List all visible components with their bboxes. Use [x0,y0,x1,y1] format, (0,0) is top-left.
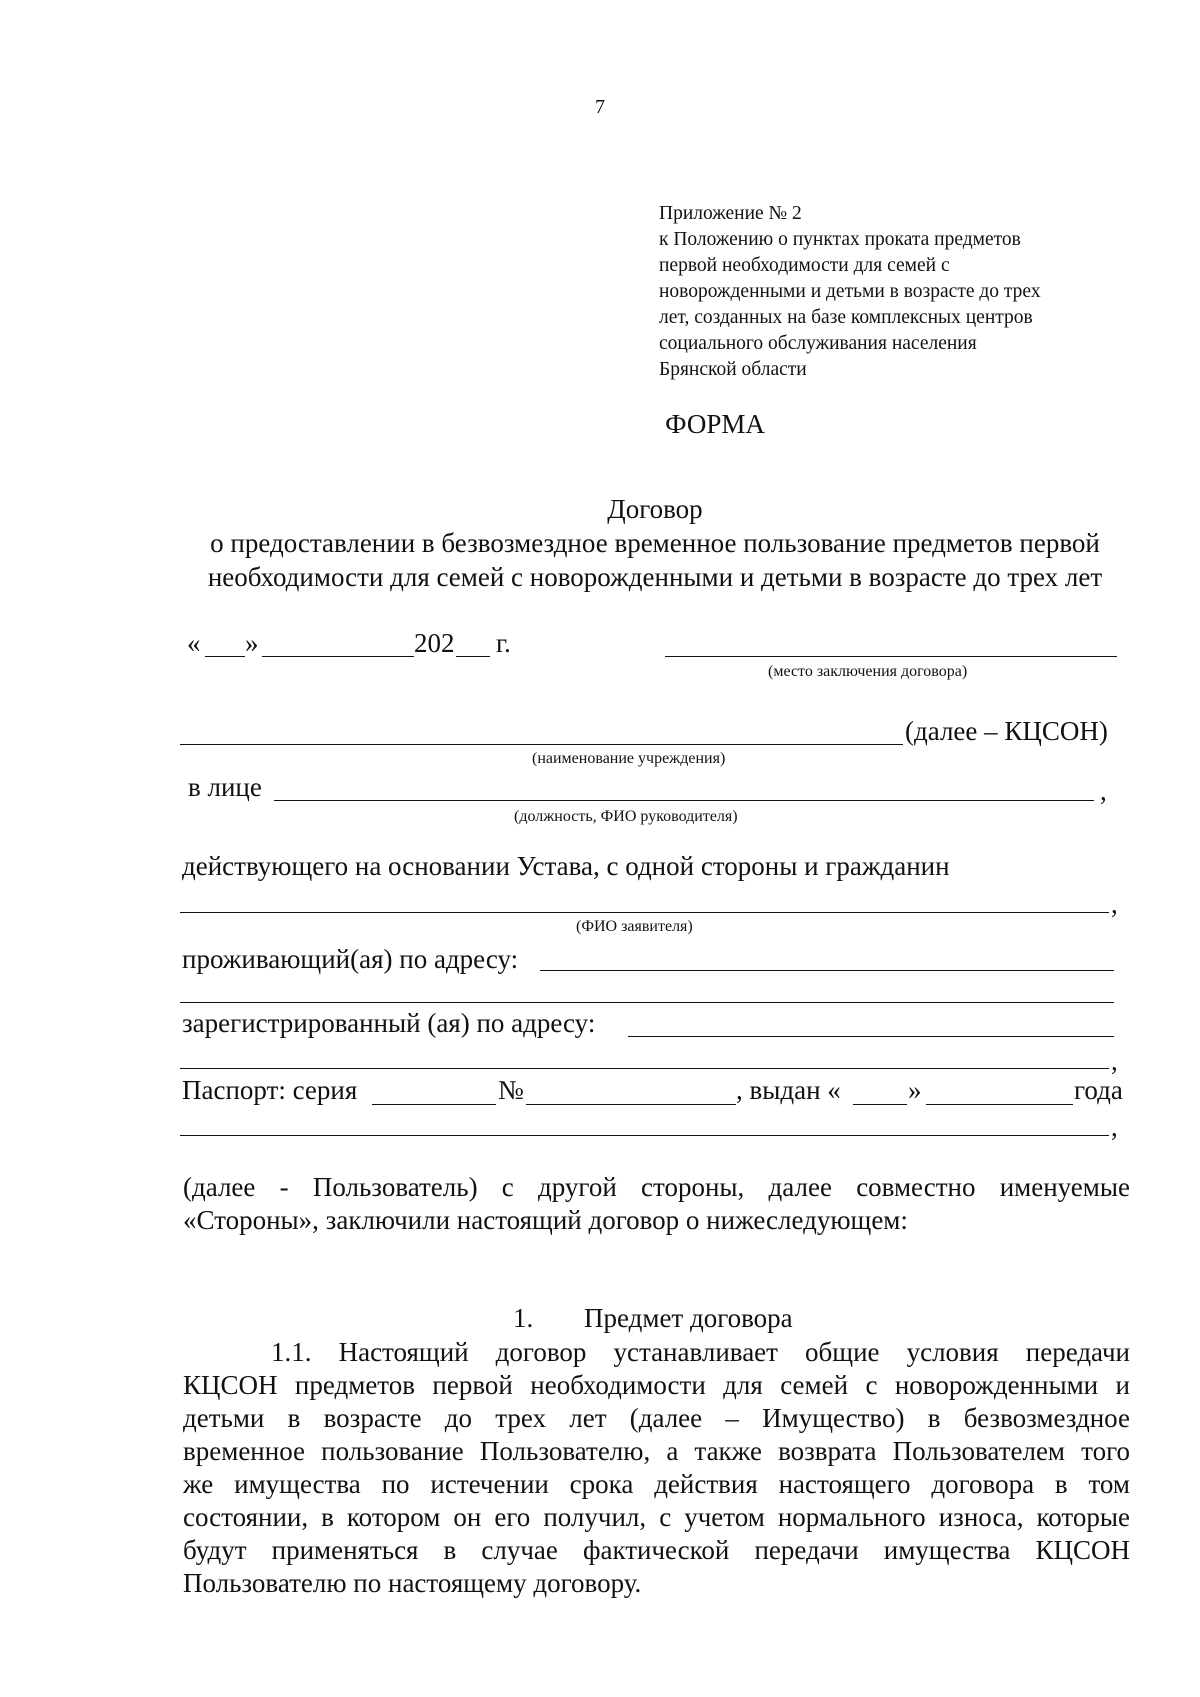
acting-line: действующего на основании Устава, с одной стороны и гражданин [182,851,950,881]
appendix-line: Приложение № 2 [659,203,802,224]
institution-caption: (наименование учреждения) [532,750,726,767]
applicant-comma: , [1111,889,1118,919]
form-label: ФОРМА [665,409,765,439]
date-close-quote: » [245,628,259,658]
passport-series-blank[interactable] [372,1104,496,1105]
registered-blank[interactable] [628,1036,1114,1037]
appendix-block [659,201,1041,383]
director-caption: (должность, ФИО руководителя) [514,808,738,825]
contract-heading: Договор [607,494,703,524]
passport-issuer-blank[interactable] [180,1135,1109,1136]
appendix-line: первой необходимости для семей с [659,255,950,276]
section-line: состоянии, в котором он его получил, с учетом нормального износа, которые [183,1502,1130,1532]
registered-label: зарегистрированный (ая) по адресу: [182,1008,596,1038]
represented-comma: , [1100,776,1107,806]
section-line: временное пользование Пользователю, а также возврата Пользователем того [183,1436,1130,1466]
passport-close-quote: » [908,1075,922,1105]
contract-subtitle-line: необходимости для семей с новорожденными и детьми в возрасте до трех лет [207,562,1103,592]
residing-blank-2[interactable] [180,1002,1114,1003]
date-open-quote: « [187,628,201,658]
place-blank[interactable] [665,656,1117,657]
year-prefix: 202 [414,628,455,658]
section-line: детьми в возрасте до трех лет (далее – Имущество) в безвозмездное [183,1403,1130,1433]
director-blank[interactable] [274,800,1094,801]
passport-number-blank[interactable] [526,1104,736,1105]
section-line: будут применяться в случае фактической передачи имущества КЦСОН [183,1535,1130,1565]
appendix-line: к Положению о пунктах проката предметов [659,229,1021,250]
registered-blank-2[interactable] [180,1068,1109,1069]
institution-suffix: (далее – КЦСОН) [905,716,1108,746]
section-line: же имущества по истечении срока действия настоящего договора в том [183,1469,1130,1499]
passport-year-word: года [1074,1075,1123,1105]
institution-blank[interactable] [180,744,903,745]
year-suffix: г. [496,628,511,658]
section-paragraph [183,1336,1130,1600]
residing-blank[interactable] [540,970,1114,971]
section-line: 1.1. Настоящий договор устанавливает общие условия передачи [271,1337,1130,1367]
applicant-blank[interactable] [180,912,1109,913]
represented-label: в лице [188,772,262,802]
registered-comma: , [1111,1046,1118,1076]
passport-month-blank[interactable] [926,1104,1073,1105]
passport-issued: , выдан « [736,1075,841,1105]
section-number: 1. [513,1303,534,1333]
passport-label: Паспорт: серия [182,1075,358,1105]
passport-day-blank[interactable] [853,1104,907,1105]
section-title: Предмет договора [584,1303,793,1333]
parties-line: (далее - Пользователь) с другой стороны, далее совместно именуемые [183,1172,1130,1202]
month-blank[interactable] [262,656,414,657]
passport-comma: , [1111,1112,1118,1142]
appendix-line: Брянской области [659,359,807,380]
year-blank[interactable] [456,656,490,657]
section-line: Пользователю по настоящему договору. [183,1568,642,1598]
passport-number-sign: № [498,1075,524,1105]
section-line: КЦСОН предметов первой необходимости для семей с новорожденными и [183,1370,1130,1400]
contract-subtitle-line: о предоставлении в безвозмездное временное пользование предметов первой [210,528,1100,558]
appendix-line: лет, созданных на базе комплексных центров [659,307,1033,328]
page-number: 7 [595,96,605,118]
parties-paragraph [183,1171,1130,1237]
appendix-line: новорожденными и детьми в возрасте до трех [659,281,1041,302]
parties-line: «Стороны», заключили настоящий договор о нижеследующем: [183,1205,908,1235]
day-blank[interactable] [205,656,245,657]
applicant-caption: (ФИО заявителя) [576,918,693,935]
place-caption: (место заключения договора) [768,663,968,680]
contract-title [180,492,1130,594]
appendix-line: социального обслуживания населения [659,333,977,354]
residing-label: проживающий(ая) по адресу: [182,944,519,974]
